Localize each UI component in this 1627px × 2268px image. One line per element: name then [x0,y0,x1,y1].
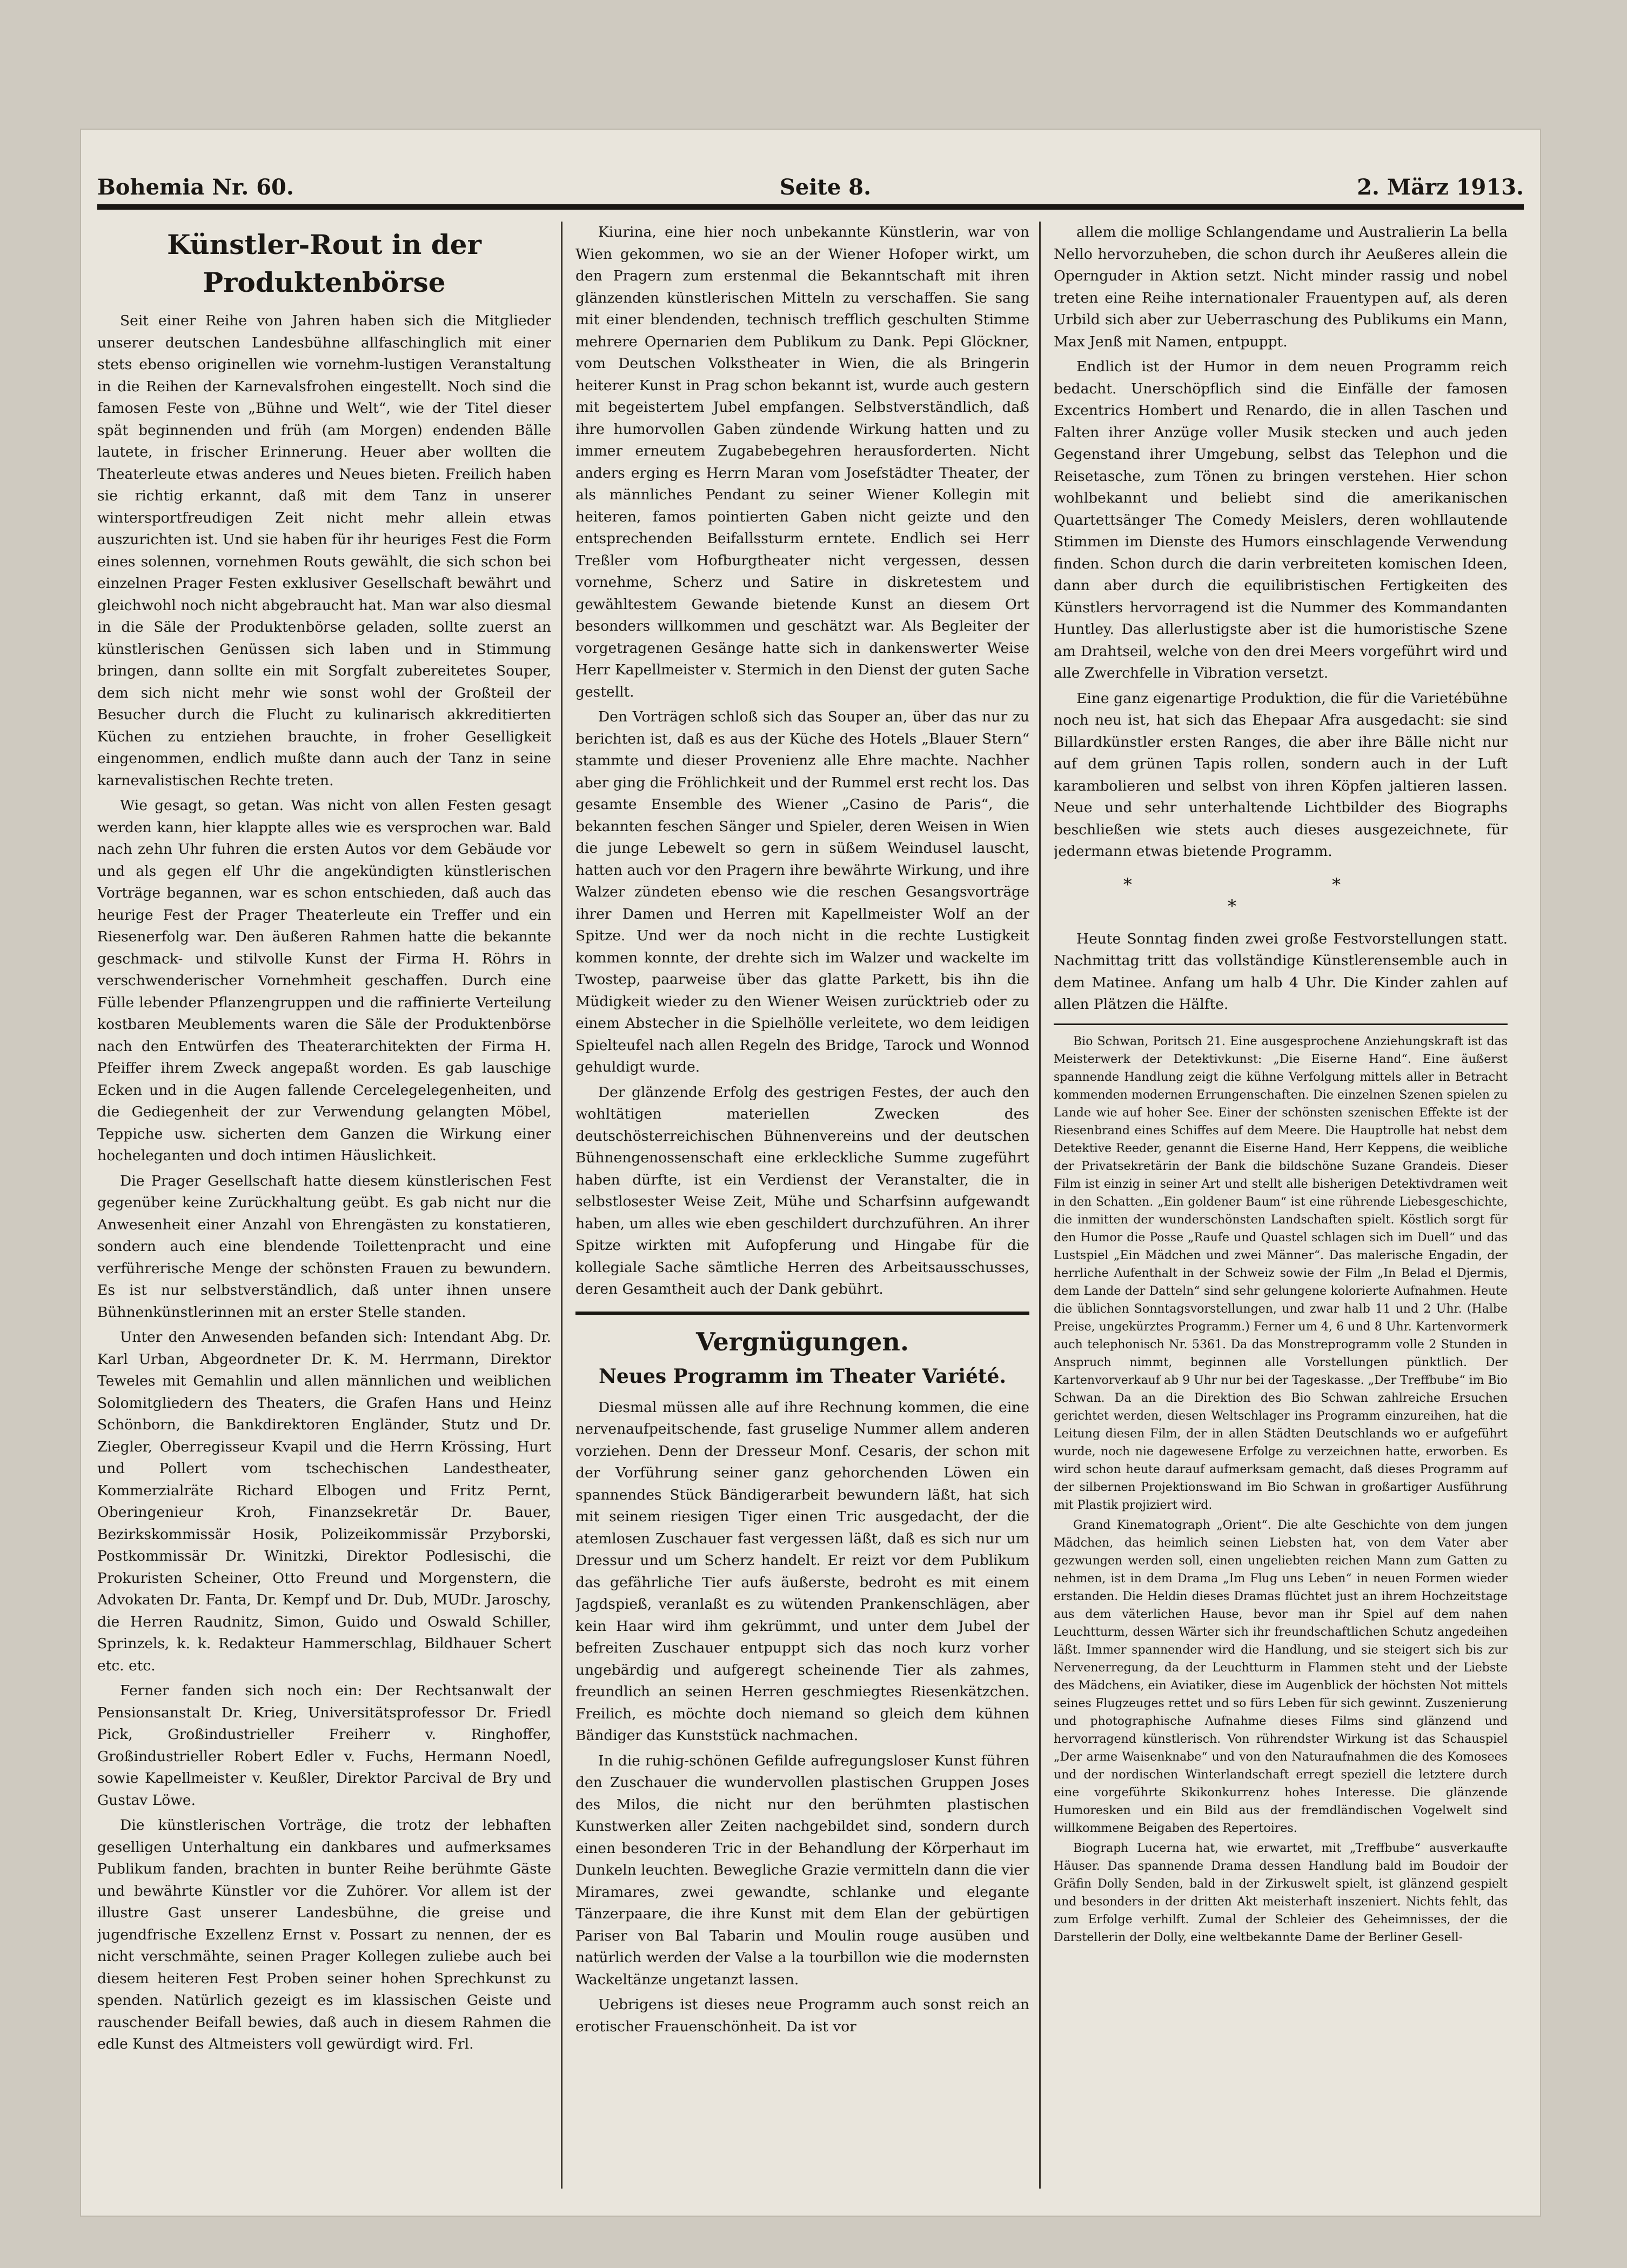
section-rule [1054,1023,1508,1025]
paragraph: Der glänzende Erfolg des gestrigen Festes, der auch den wohltätigen materiellen Zwecken des deutschösterreichischen Bühnenvereins und der deutschen Bühnengenossenschaft eine erkleckliche Summe zugeführt haben dürfte, ist ein Verdienst der Veranstalter, die in selbstlosester Weise Zeit, Mühe und Scharfsinn aufgewandt haben, um alles wie eben geschildert durchzuführen. An ihrer Spitze wirkten mit Aufopferung und Hingabe für die kollegiale Sache sämtliche Herren des Arbeitsausschusses, deren Gesamtheit auch der Dank gebührt. [575,1083,1029,1297]
newspaper-page [81,130,1540,2216]
header-page-number: Seite 8. [779,175,872,200]
header-rule [97,204,1524,210]
paragraph: allem die mollige Schlangendame und Australierin La bella Nello hervorzuheben, die schon durch ihr Aeußeres allein die Opernguder in Aktion setzt. Nicht minder rassig und nobel treten eine Reihe internationaler Frauentypen auf, als deren Urbild sich aber zur Ueberraschung des Publikums ein Mann, Max Jenß mit Namen, entpuppt. [1054,224,1508,350]
column-middle [575,222,1029,2189]
paragraph: Die künstlerischen Vorträge, die trotz der lebhaften geselligen Unterhaltung ein dankbares und aufmerksames Publikum fanden, brachten in bunter Reihe berühmte Gäste und bewährte Künstler vor die Zuhörer. Vor allem ist der illustre Gast unserer Landesbühne, die greise und jugendfrische Exzellenz Ernst v. Possart zu nennen, der es nicht verschmähte, seinen Prager Kollegen zuliebe auch bei diesem heiteren Fest Proben seiner hohen Sprechkunst zu spenden. Natürlich gezeigt es im klassischen Geiste und rauschender Beifall bewies, daß auch in diesem Rahmen die edle Kunst des Altmeisters voll gewürdigt wird. Frl. [97,1817,551,2052]
paragraph: Die Prager Gesellschaft hatte diesem künstlerischen Fest gegenüber keine Zurückhaltung geübt. Es gab nicht nur die Anwesenheit einer Anzahl von Ehrengästen zu konstatieren, sondern auch eine blendende Toilettenpracht und eine verführerische Menge der schönsten Frauen zu bewundern. Es ist nur selbstverständlich, daß unter ihnen unsere Bühnenkünstlerinnen mit an erster Stelle standen. [97,1172,551,1321]
section-separator: * * * [1123,874,1438,916]
cinema-listings [1054,1033,1508,1946]
paragraph: Eine ganz eigenartige Produktion, die für die Varietébühne noch neu ist, hat sich das Ehepaar Afra ausgedacht: sie sind Billardkünstler ersten Ranges, die aber ihre Bälle nicht nur auf dem grünen Tapis rollen, sondern auch in der Luft karambolieren und selbst von ihren Köpfen jaltieren lassen. Neue und sehr unterhaltende Lichtbilder des Biographs beschließen wie stets auch dieses ausgezeichnete, für jedermann etwas bietende Programm. [1054,690,1508,860]
page-header [97,151,1524,200]
listing-orient: Grand Kinematograph „Orient“. Die alte Geschichte von dem jungen Mädchen, das heimlich seinen Liebsten hat, von dem Vater aber gezwungen werden soll, einen ungeliebten reichen Mann zum Gatten zu nehmen, ist in dem Drama „Im Flug uns Leben“ in neuen Formen wieder erstanden. Die Heldin dieses Dramas flüchtet just an ihrem Hochzeitstage aus dem väterlichen Hause, bevor man ihr Spiel auf dem nahen Leuchtturm, dessen Wärter sich ihr freundschaftlichen Schutz angedeihen läßt. Immer spannender wird die Handlung, und sie steigert sich bis zur Nervenerregung, da der Leuchtturm in Flammen steht und der Liebste des Mädchens, ein Aviatiker, diese im Augenblick der höchsten Not mittels seines Flugzeuges rettet und so fürs Leben für sich gewinnt. Zuszenierung und photographische Aufnahme dieses Films sind glänzend und hervorragend künstlerisch. Von rührendster Wirkung ist das Schauspiel „Der arme Waisenknabe“ und von den Naturaufnahmen die des Komosees und der nordischen Winterlandschaft erregt speziell die letztere durch eine vorgeführte Skikonkurrenz hohes Interesse. Die glänzende Humoresken und ein Bild aus der fremdländischen Vogelwelt sind willkommene Beigaben des Repertoires. [1054,1518,1508,1835]
column-left [97,222,551,2189]
paragraph: Unter den Anwesenden befanden sich: Intendant Abg. Dr. Karl Urban, Abgeordneter Dr. K. M. Herrmann, Direktor Teweles mit Gemahlin und allen männlichen und weiblichen Solomitgliedern des Theaters, die Grafen Hans und Heinz Schönborn, die Bankdirektoren Engländer, Stutz und Dr. Ziegler, Oberregisseur Kvapil und die Herrn Krössing, Hurt und Pollert vom tschechischen Landestheater, Kommerzialräte Richard Elbogen und Fritz Pernt, Oberingenieur Kroh, Finanzsekretär Dr. Bauer, Bezirkskommissär Hosik, Polizeikommissär Przyborski, Postkommissär Dr. Winitzki, Direktor Podlesischi, die Prokuristen Scheiner, Otto Freund und Morgenstern, die Advokaten Dr. Fanta, Dr. Kempf und Dr. Dub, MUDr. Jaroschy, die Herren Raudnitz, Simon, Guido und Oswald Schiller, Sprinzels, k. k. Redakteur Hammerschlag, Bildhauer Schert etc. etc. [97,1329,551,1674]
paragraph: Wie gesagt, so getan. Was nicht von allen Festen gesagt werden kann, hier klappte alles wie es versprochen war. Bald nach zehn Uhr fuhren die ersten Autos vor dem Gebäude vor und als gegen elf Uhr die angekündigten künstlerischen Vorträge begannen, war es schon entschieden, daß auch das heurige Fest der Prager Theaterleute ein Treffer und ein Riesenerfolg war. Den äußeren Rahmen hatte die bekannte geschmack- und stilvolle Kunst der Firma H. Röhrs in verschwenderischer Vornehmheit geschaffen. Durch eine Fülle lebender Pflanzengruppen und die raffinierte Verteilung kostbaren Meublements waren die Säle der Produktenbörse nach den Entwürfen des Theaterarchitekten der Firma H. Pfeiffer ihrem Zweck angepaßt worden. Es gab lauschige Ecken und in die Augen fallende Cercelegelegenheiten, und die Gediegenheit der zur Verwendung gelangten Möbel, Teppiche usw. sicherten dem Ganzen die Wirkung einer hocheleganten und doch intimen Häuslichkeit. [97,797,551,1164]
paragraph: Kiurina, eine hier noch unbekannte Künstlerin, war von Wien gekommen, wo sie an der Wiener Hofoper wirkt, um den Pragern zum erstenmal die Bekanntschaft mit ihren glänzenden künstlerischen Mitteln zu verschaffen. Sie sang mit einer blendenden, technisch trefflich geschulten Stimme mehrere Opernarien dem Publikum zu Dank. Pepi Glöckner, vom Deutschen Volkstheater in Wien, die als Bringerin heiterer Kunst in Prag schon bekannt ist, wurde auch gestern mit begeistertem Jubel empfangen. Selbstverständlich, daß ihre humorvollen Gaben zündende Wirkung hatten und zu immer erneutem Zugabebegehren herausforderten. Nicht anders erging es Herrn Maran vom Josefstädter Theater, der als männliches Pendant zu seiner Wiener Kollegin mit heiteren, famos pointierten Gaben nicht geizte und den entsprechenden Beifallssturm erntete. Endlich sei Herr Treßler vom Hofburgtheater nicht vergessen, dessen vornehme, Scherz und Satire in diskretestem und gewähltestem Gewande bietende Kunst an diesem Ort besonders willkommen und geschätzt war. Als Begleiter der vorgetragenen Gesänge hatte sich in dankenswerter Weise Herr Kapellmeister v. Stermich in den Dienst der guten Sache gestellt. [575,224,1029,700]
section-rule [575,1312,1029,1315]
header-date: 2. März 1913. [1357,175,1524,200]
paragraph: Ferner fanden sich noch ein: Der Rechtsanwalt der Pensionsanstalt Dr. Krieg, Universitätsprofessor Dr. Friedl Pick, Großindustrieller Freiherr v. Ringhoffer, Großindustrieller Robert Edler v. Fuchs, Hermann Noedl, sowie Kapellmeister v. Keußler, Direktor Parcival de Bry und Gustav Löwe. [97,1682,551,1809]
article-title: Künstler-Rout in der Produktenbörse [167,229,481,298]
section-subtitle: Neues Programm im Theater Variété. [598,1364,1006,1388]
paragraph: Heute Sonntag finden zwei große Festvorstellungen statt. Nachmittag tritt das vollständige Künstlerensemble auch in dem Matinee. Anfang um halb 4 Uhr. Die Kinder zahlen auf allen Plätzen die Hälfte. [1054,930,1508,1013]
paragraph: Seit einer Reihe von Jahren haben sich die Mitglieder unserer deutschen Landesbühne allfaschinglich mit einer stets ebenso originellen wie vornehm-lustigen Veranstaltung in die Reihen der Karnevalsfrohen eingestellt. Noch sind die famosen Feste von „Bühne und Welt“, wie der Titel dieser spät beginnenden und früh (am Morgen) endenden Bälle lautete, in frischer Erinnerung. Heuer aber wollten die Theaterleute etwas anderes und Neues bieten. Freilich haben sie richtig erkannt, daß mit dem Tanz in unserer wintersportfreudigen Zeit nicht mehr allein etwas auszurichten ist. Und sie haben für ihr heuriges Fest die Form eines solennen, vornehmen Routs gewählt, die sich schon bei einzelnen Prager Festen exklusiver Gesellschaft bewährt und gleichwohl noch nicht abgebraucht hat. Man war also diesmal in die Säle der Produktenbörse geladen, sollte zuerst an künstlerischen Genüssen sich laben und in Stimmung bringen, dann sollte ein mit Sorgfalt zubereitetes Souper, dem sich nicht mehr wie sonst wohl der Großteil der Besucher durch die Flucht zu kulinarisch akkreditierten Küchen zu entziehen brauchte, in froher Geselligkeit eingenommen, endlich mußte dann auch der Tanz in seine karnevalistischen Rechte treten. [97,312,551,789]
paragraph: Diesmal müssen alle auf ihre Rechnung kommen, die eine nervenaufpeitschende, fast gruselige Nummer allem anderen vorziehen. Denn der Dresseur Monf. Cesaris, der schon mit der Vorführung seiner ganz gehorchenden Löwen ein spannendes Stück Bändigerarbeit bewundern läßt, hat sich mit seinem riesigen Tiger einen Tric ausgedacht, der die atemlosen Zuschauer fast vergessen läßt, daß es sich nur um Dressur und um Scherz handelt. Er reizt vor dem Publikum das gefährliche Tier aufs äußerste, bedroht es mit einem Jagdspieß, veranlaßt es zu wütenden Prankenschlägen, aber kein Haar wird ihm gekrümmt, und unter dem Jubel der befreiten Zuschauer entpuppt sich das noch kurz vorher ungebärdig und aufgeregt scheinende Tier als zahmes, freundlich an seinen Herren geschmiegtes Riesenkätzchen. Freilich, es möchte doch niemand so gleich dem kühnen Bändiger das Kunststück nachmachen. [575,1399,1029,1744]
paragraph: In die ruhig-schönen Gefilde aufregungsloser Kunst führen den Zuschauer die wundervollen plastischen Gruppen Joses des Milos, die nicht nur den berühmten plastischen Kunstwerken aller Zeiten nachgebildet sind, sondern durch einen besonderen Tric in der Behandlung der Körperhaut im Dunkeln leuchten. Bewegliche Grazie vermitteln dann die vier Miramares, zwei gewandte, schlanke und elegante Tänzerpaare, die ihre Kunst mit dem Elan der gebürtigen Pariser von Bal Tabarin und Moulin rouge ausüben und natürlich werden der Valse a la tourbillon wie die modernsten Wackeltänze ungetanzt lassen. [575,1752,1029,1988]
paragraph: Uebrigens ist dieses neue Programm auch sonst reich an erotischer Frauenschönheit. Da ist vor [575,1996,1029,2035]
column-divider [1039,222,1041,2189]
column-divider [561,222,563,2189]
section-title: Vergnügungen. [696,1327,909,1356]
column-right [1054,222,1508,2189]
paragraph: Endlich ist der Humor in dem neuen Programm reich bedacht. Unerschöpflich sind die Einfälle der famosen Excentrics Hombert und Renardo, die in allen Taschen und Falten ihrer Anzüge voller Musik stecken und auch jeden Gegenstand ihrer Umgebung, selbst das Telephon und die Reisetasche, zum Tönen zu bringen verstehen. Hier schon wohlbekannt und beliebt sind die amerikanischen Quartettsänger The Comedy Meislers, deren wohllautende Stimmen im Dienste des Humors einschlagende Verwendung finden. Schon durch die darin verbreiteten komischen Ideen, dann aber durch die equilibristischen Fertigkeiten des Künstlers hervorragend ist die Nummer des Kommandanten Huntley. Das allerlustigste aber ist die humoristische Szene am Drahtseil, welche von den drei Meers vorgeführt wird und alle Zwerchfelle in Vibration versetzt. [1054,358,1508,681]
listing-lucerna: Biograph Lucerna hat, wie erwartet, mit „Treffbube“ ausverkaufte Häuser. Das spannende Drama dessen Handlung bald im Boudoir der Gräfin Dolly Senden, bald in der Zirkuswelt spielt, ist glänzend gespielt und besonders in der dritten Akt meisterhaft inszeniert. Nichts fehlt, das zum Erfolge verhilft. Zumal der Schleier des Geheimnisses, der die Darstellerin der Dolly, eine weltbekannte Dame der Berliner Gesell- [1054,1841,1508,1944]
header-publication: Bohemia Nr. 60. [97,175,294,200]
listing-bio-schwan: Bio Schwan, Poritsch 21. Eine ausgesprochene Anziehungskraft ist das Meisterwerk der Detektivkunst: „Die Eiserne Hand“. Eine äußerst spannende Handlung zeigt die kühne Verfolgung mittels aller in Betracht kommenden modernen Errungenschaften. Die einzelnen Szenen spielen zu Lande wie auf hoher See. Einer der schönsten szenischen Effekte ist der Riesenbrand eines Schiffes auf dem Meere. Die Hauptrolle hat nebst dem Detektive Reeder, genannt die Eiserne Hand, Herr Keppens, die weibliche der Privatsekretärin der Bank die bildschöne Suzane Grandeis. Dieser Film ist einzig in seiner Art und stellt alle bisherigen Detektivdramen weit in den Schatten. „Ein goldener Baum“ ist eine rührende Liebesgeschichte, die inmitten der wunderschönsten Landschaften spielt. Köstlich sorgt für den Humor die Posse „Raufe und Quastel schlagen sich im Duell“ und das Lustspiel „Ein Mädchen und zwei Männer“. Das malerische Engadin, der herrliche Aufenthalt in der Schweiz sowie der Film „In Belad el Djermis, dem Lande der Datteln“ sind sehr gelungene kolorierte Aufnahmen. Heute die üblichen Sonntagsvorstellungen, und zwar halb 11 und 2 Uhr. (Halbe Preise, ungekürztes Programm.) Ferner um 4, 6 und 8 Uhr. Kartenvormerk auch telephonisch Nr. 5361. Da das Monstreprogramm volle 2 Stunden in Anspruch nimmt, beginnen alle Vorstellungen pünktlich. Der Kartenvorverkauf ab 9 Uhr nur bei der Tageskasse. „Der Treffbube“ im Bio Schwan. Da an die Direktion des Bio Schwan zahlreiche Ersuchen gerichtet werden, diesen Weltschlager ins Programm einzureihen, hat die Leitung diesen Film, der in allen Städten Deutschlands wo er aufgeführt wurde, noch nie dagewesene Erfolge zu verzeichnen hatte, erworben. Es wird schon heute darauf aufmerksam gemacht, daß dieses Programm auf der silbernen Projektionswand im Bio Schwan in großartiger Ausführung mit Plastik projiziert wird. [1054,1034,1508,1512]
paragraph: Den Vorträgen schloß sich das Souper an, über das nur zu berichten ist, daß es aus der Küche des Hotels „Blauer Stern“ stammte und dieser Provenienz alle Ehre machte. Nachher aber ging die Fröhlichkeit und der Rummel erst recht los. Das gesamte Ensemble des Wiener „Casino de Paris“, die bekannten feschen Sänger und Spieler, deren Weisen in Wien die junge Lebewelt so gern in süßem Weindusel lauscht, hatten auch vor den Pragern ihre bewährte Wirkung, und ihre Walzer zündeten ebenso wie die reschen Gesangsvorträge ihrer Damen und Herren mit Kapellmeister Wolf an der Spitze. Und wer da noch nicht in die rechte Lustigkeit kommen konnte, der drehte sich im Walzer und wackelte im Twostep, paarweise über das glatte Parkett, bis ihn die Müdigkeit wieder zu den Wiener Weisen zurücktrieb oder zu einem Abstecher in die Spielhölle verleitete, wo dem leidigen Spielteufel nach allen Regeln des Bridge, Tarock und Wonnod gehuldigt wurde. [575,708,1029,1075]
